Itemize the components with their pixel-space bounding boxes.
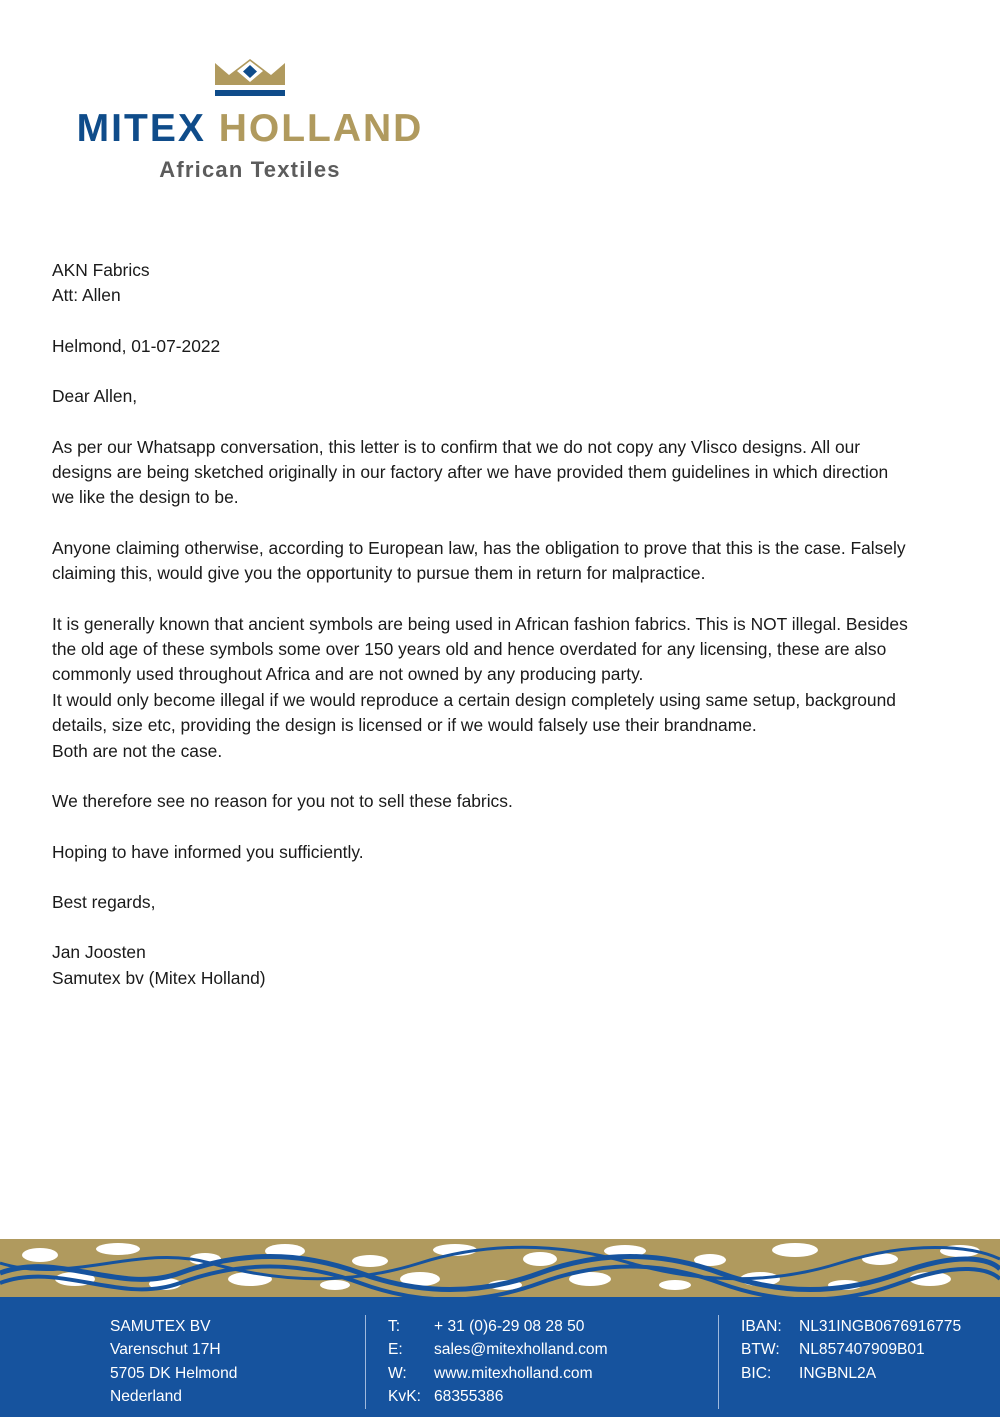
paragraph-1: As per our Whatsapp conversation, this letter is to confirm that we do not copy any Vlisco designs. All our designs are being sketched originally in our factory after we have provided them guidelines in which direction we like the design to be. xyxy=(52,436,889,508)
footer-kvk-value: 68355386 xyxy=(434,1388,504,1406)
recipient-company: AKN Fabrics xyxy=(52,260,150,280)
footer-address-column xyxy=(110,1315,365,1409)
paragraph-6: We therefore see no reason for you not to sell these fabrics. xyxy=(52,791,513,812)
footer-website xyxy=(388,1362,718,1385)
footer-postal-city: 5705 DK Helmond xyxy=(110,1364,238,1382)
signer-company: Samutex bv (Mitex Holland) xyxy=(52,967,266,988)
footer-bic-value: INGBNL2A xyxy=(799,1364,877,1382)
footer-phone-label: T: xyxy=(388,1318,401,1335)
recipient-attn: Att: Allen xyxy=(52,285,121,306)
paragraph-3: It is generally known that ancient symbols are being used in African fashion fabrics. This is NOT illegal. Besides the old age of these symbols some over 150 years old and hence overdated for any licensing, these are also commonly used throughout Africa and are not owned by any producing party. xyxy=(52,613,908,685)
recipient-block xyxy=(52,258,912,309)
footer-btw-value: NL857407909B01 xyxy=(799,1341,925,1359)
footer-email-label: E: xyxy=(388,1341,403,1359)
company-logo xyxy=(60,55,440,183)
footer-iban xyxy=(741,1315,1000,1338)
footer-kvk xyxy=(388,1385,718,1408)
signer-name: Jan Joosten xyxy=(52,942,146,963)
salutation: Dear Allen, xyxy=(52,386,138,407)
footer-btw xyxy=(741,1338,1000,1361)
decorative-pattern-band xyxy=(0,1239,1000,1297)
footer-email-value[interactable]: sales@mitexholland.com xyxy=(434,1341,608,1359)
crown-icon xyxy=(209,55,291,103)
footer-bic-label: BIC: xyxy=(741,1364,772,1382)
footer-website-value[interactable]: www.mitexholland.com xyxy=(434,1364,593,1382)
brand-mitex: MITEX xyxy=(76,107,206,150)
footer-kvk-label: KvK: xyxy=(388,1388,421,1406)
footer-website-label: W: xyxy=(388,1364,407,1382)
paragraph-2: Anyone claiming otherwise, according to European law, has the obligation to prove that this is the case. Falsely claiming this, would give you the opportunity to pursue them in return for malpractice. xyxy=(52,537,906,584)
footer-street: Varenschut 17H xyxy=(110,1341,221,1359)
page-footer xyxy=(0,1239,1000,1417)
footer-iban-label: IBAN: xyxy=(741,1318,782,1335)
footer-columns xyxy=(110,1315,1000,1409)
footer-bic xyxy=(741,1362,1000,1385)
paragraph-7: Hoping to have informed you sufficiently. xyxy=(52,841,364,862)
brand-tagline: African Textiles xyxy=(159,157,341,182)
pattern-graphic xyxy=(0,1239,1000,1297)
footer-company: SAMUTEX BV xyxy=(110,1318,211,1335)
footer-phone xyxy=(388,1315,718,1338)
place-date: Helmond, 01-07-2022 xyxy=(52,335,221,356)
footer-email xyxy=(388,1338,718,1361)
footer-contact-column xyxy=(365,1315,718,1409)
footer-bar xyxy=(0,1297,1000,1417)
footer-bank-column xyxy=(718,1315,1000,1409)
footer-phone-value: + 31 (0)6-29 08 28 50 xyxy=(434,1318,585,1335)
paragraph-5: Both are not the case. xyxy=(52,740,223,761)
footer-iban-value: NL31INGB0676916775 xyxy=(799,1318,962,1335)
brand-holland: HOLLAND xyxy=(218,107,424,150)
closing: Best regards, xyxy=(52,891,156,912)
letter-body xyxy=(52,258,912,1016)
footer-country: Nederland xyxy=(110,1388,182,1406)
footer-btw-label: BTW: xyxy=(741,1341,780,1359)
signature-block xyxy=(52,940,912,991)
letterhead xyxy=(0,0,1000,230)
brand-wordmark xyxy=(60,109,440,148)
paragraph-4: It would only become illegal if we would reproduce a certain design completely using same setup, background details, size etc, providing the design is licensed or if we would falsely use their brandname. xyxy=(52,689,896,736)
